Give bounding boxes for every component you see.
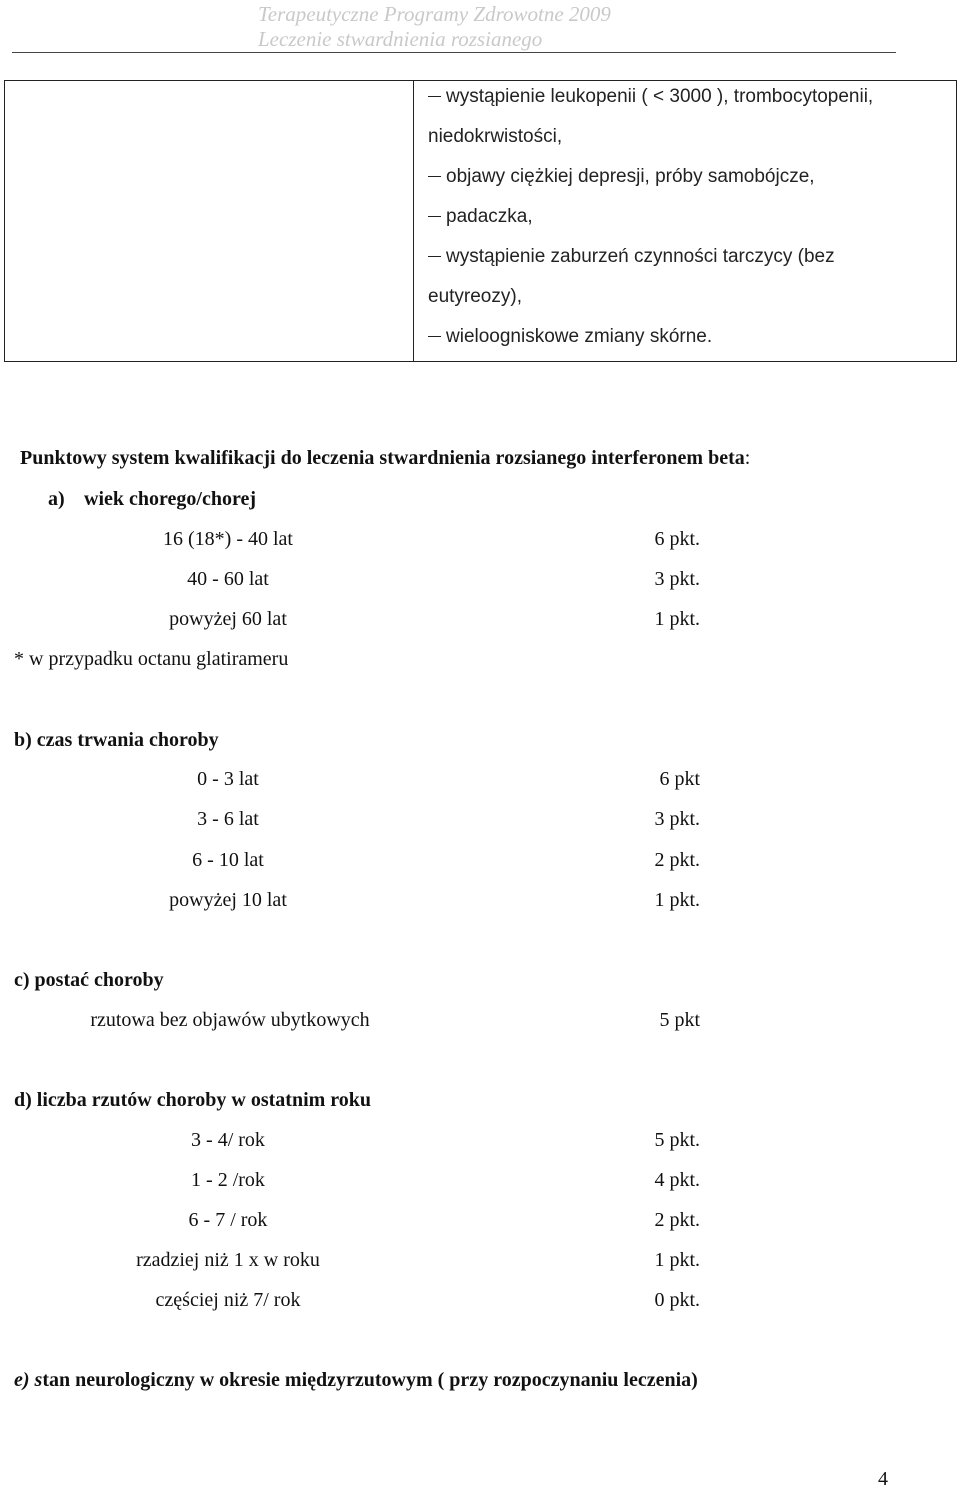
table-bullet-continuation: niedokrwistości, [428, 126, 563, 147]
criterion-range: 3 - 4/ rok [191, 1129, 265, 1151]
criterion-range: rzutowa bez objawów ubytkowych [90, 1009, 370, 1031]
criterion-d-title: d) liczba rzutów choroby w ostatnim roku [14, 1089, 372, 1111]
dash-icon [428, 176, 441, 177]
criterion-b-title: b) czas trwania choroby [14, 729, 219, 751]
criterion-range: 6 - 7 / rok [188, 1209, 268, 1231]
header-rule [12, 52, 896, 53]
criterion-range: powyżej 60 lat [169, 608, 287, 630]
header-subtitle: Leczenie stwardnienia rozsianego [258, 27, 543, 51]
criterion-points: 6 pkt. [654, 528, 700, 550]
table-bullet: wieloogniskowe zmiany skórne. [428, 326, 712, 348]
criterion-points: 1 pkt. [654, 608, 700, 630]
criterion-points: 5 pkt. [654, 1129, 700, 1151]
footnote: * w przypadku octanu glatirameru [14, 648, 289, 670]
table-bullet: padaczka, [428, 206, 533, 228]
criterion-range: 0 - 3 lat [197, 768, 259, 790]
dash-icon [428, 216, 441, 217]
criterion-points: 5 pkt [659, 1009, 700, 1031]
criterion-points: 1 pkt. [654, 889, 700, 911]
criterion-points: 0 pkt. [654, 1289, 700, 1311]
criterion-range: powyżej 10 lat [169, 889, 287, 911]
criterion-e-title: e) stan neurologiczny w okresie międzyrzutowym ( przy rozpoczynaniu leczenia) [14, 1369, 698, 1391]
dash-icon [428, 256, 441, 257]
criterion-points: 2 pkt. [654, 849, 700, 871]
criterion-points: 3 pkt. [654, 568, 700, 590]
table-bullet: wystąpienie leukopenii ( < 3000 ), trombocytopenii, [428, 86, 873, 108]
criterion-c-title: c) postać choroby [14, 969, 164, 991]
criterion-range: 3 - 6 lat [197, 808, 259, 830]
criterion-a-label: a) [48, 488, 65, 510]
criterion-range: rzadziej niż 1 x w roku [136, 1249, 320, 1271]
table-bullet: objawy ciężkiej depresji, próby samobójcze, [428, 166, 815, 188]
criterion-points: 2 pkt. [654, 1209, 700, 1231]
criterion-range: częściej niż 7/ rok [155, 1289, 301, 1311]
table-bullet-continuation: eutyreozy), [428, 286, 522, 307]
section-title: Punktowy system kwalifikacji do leczenia stwardnienia rozsianego interferonem beta: [20, 447, 751, 469]
page-number: 4 [878, 1468, 888, 1490]
header-program-title: Terapeutyczne Programy Zdrowotne 2009 [258, 2, 611, 26]
criterion-points: 1 pkt. [654, 1249, 700, 1271]
table-bullet: wystąpienie zaburzeń czynności tarczycy (bez [428, 246, 835, 268]
dash-icon [428, 96, 441, 97]
page-header [0, 0, 960, 55]
dash-icon [428, 336, 441, 337]
criterion-range: 1 - 2 /rok [191, 1169, 265, 1191]
criterion-range: 16 (18*) - 40 lat [163, 528, 293, 550]
criterion-points: 4 pkt. [654, 1169, 700, 1191]
table-column-divider [413, 81, 414, 361]
criterion-range: 40 - 60 lat [187, 568, 269, 590]
criterion-a-title: wiek chorego/chorej [84, 488, 257, 510]
criterion-range: 6 - 10 lat [192, 849, 264, 871]
criterion-points: 6 pkt [659, 768, 700, 790]
criterion-points: 3 pkt. [654, 808, 700, 830]
